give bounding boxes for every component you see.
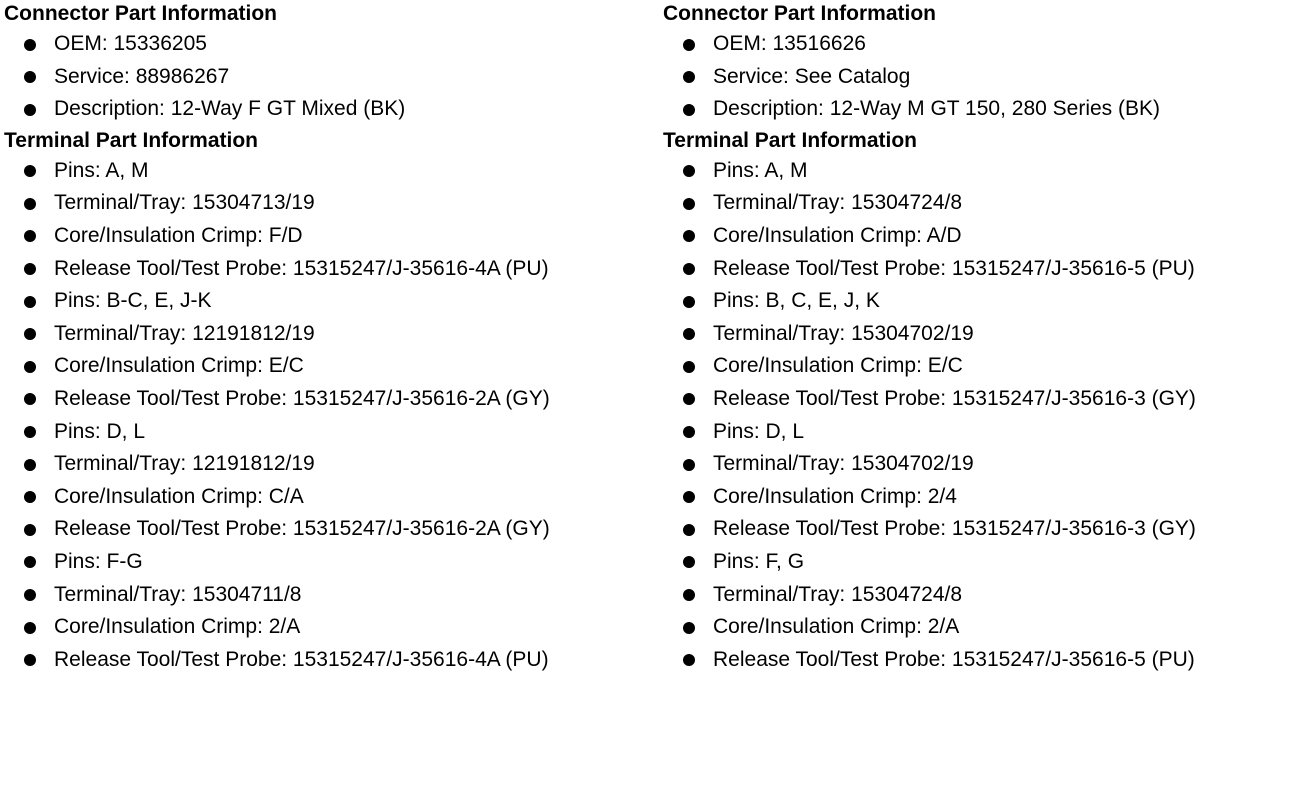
bullet-icon xyxy=(683,556,695,568)
list-item: Pins: A, M xyxy=(663,155,1308,188)
terminal-part-heading: Terminal Part Information xyxy=(663,128,917,152)
bullet-icon xyxy=(24,39,36,51)
bullet-icon xyxy=(683,71,695,83)
bullet-icon xyxy=(24,296,36,308)
list-item: OEM: 13516626 xyxy=(663,28,1308,61)
bullet-icon xyxy=(24,328,36,340)
list-item: Description: 12-Way F GT Mixed (BK) xyxy=(4,93,654,126)
list-item: Core/Insulation Crimp: C/A xyxy=(4,481,654,514)
list-item: Service: See Catalog xyxy=(663,61,1308,94)
bullet-icon xyxy=(24,263,36,275)
bullet-icon xyxy=(683,589,695,601)
connector-part-heading: Connector Part Information xyxy=(663,2,937,25)
left-column xyxy=(4,0,654,676)
bullet-icon xyxy=(24,556,36,568)
right-column xyxy=(663,0,1308,676)
list-item: Service: 88986267 xyxy=(4,61,654,94)
connector-part-heading: Connector Part Information xyxy=(4,2,278,25)
list-item: Pins: A, M xyxy=(4,155,654,188)
bullet-icon xyxy=(683,296,695,308)
list-item: Release Tool/Test Probe: 15315247/J-35616-2A (GY) xyxy=(4,383,654,416)
terminal-group xyxy=(663,416,1308,546)
bullet-icon xyxy=(24,165,36,177)
list-item: Release Tool/Test Probe: 15315247/J-35616-3 (GY) xyxy=(663,383,1308,416)
connector-part-list xyxy=(4,28,654,126)
list-item: Terminal/Tray: 12191812/19 xyxy=(4,448,654,481)
bullet-icon xyxy=(683,263,695,275)
bullet-icon xyxy=(24,104,36,116)
list-item: Description: 12-Way M GT 150, 280 Series (BK) xyxy=(663,93,1308,126)
bullet-icon xyxy=(683,393,695,405)
list-item: OEM: 15336205 xyxy=(4,28,654,61)
terminal-group xyxy=(4,546,654,676)
bullet-icon xyxy=(683,328,695,340)
bullet-icon xyxy=(24,393,36,405)
list-item: Core/Insulation Crimp: 2/A xyxy=(663,611,1308,644)
terminal-part-heading: Terminal Part Information xyxy=(4,128,258,152)
bullet-icon xyxy=(683,426,695,438)
list-item: Release Tool/Test Probe: 15315247/J-35616-3 (GY) xyxy=(663,513,1308,546)
bullet-icon xyxy=(24,426,36,438)
bullet-icon xyxy=(683,459,695,471)
bullet-icon xyxy=(683,230,695,242)
list-item: Terminal/Tray: 15304702/19 xyxy=(663,448,1308,481)
list-item: Pins: D, L xyxy=(663,416,1308,449)
terminal-group xyxy=(663,155,1308,285)
bullet-icon xyxy=(24,198,36,210)
list-item: Terminal/Tray: 15304713/19 xyxy=(4,187,654,220)
list-item: Terminal/Tray: 12191812/19 xyxy=(4,318,654,351)
bullet-icon xyxy=(683,654,695,666)
list-item: Release Tool/Test Probe: 15315247/J-35616-2A (GY) xyxy=(4,513,654,546)
terminal-group xyxy=(4,416,654,546)
list-item: Pins: B, C, E, J, K xyxy=(663,285,1308,318)
list-item: Core/Insulation Crimp: 2/A xyxy=(4,611,654,644)
bullet-icon xyxy=(683,39,695,51)
list-item: Core/Insulation Crimp: E/C xyxy=(663,350,1308,383)
terminal-group xyxy=(4,285,654,415)
bullet-icon xyxy=(24,589,36,601)
terminal-group xyxy=(4,155,654,285)
terminal-group xyxy=(663,285,1308,415)
bullet-icon xyxy=(683,361,695,373)
list-item: Terminal/Tray: 15304702/19 xyxy=(663,318,1308,351)
bullet-icon xyxy=(683,165,695,177)
list-item: Pins: F, G xyxy=(663,546,1308,579)
list-item: Core/Insulation Crimp: A/D xyxy=(663,220,1308,253)
bullet-icon xyxy=(683,524,695,536)
bullet-icon xyxy=(24,71,36,83)
list-item: Core/Insulation Crimp: 2/4 xyxy=(663,481,1308,514)
list-item: Core/Insulation Crimp: E/C xyxy=(4,350,654,383)
bullet-icon xyxy=(683,198,695,210)
connector-part-list xyxy=(663,28,1308,126)
bullet-icon xyxy=(24,459,36,471)
list-item: Pins: D, L xyxy=(4,416,654,449)
bullet-icon xyxy=(24,491,36,503)
list-item: Pins: F-G xyxy=(4,546,654,579)
bullet-icon xyxy=(683,104,695,116)
list-item: Terminal/Tray: 15304724/8 xyxy=(663,579,1308,612)
list-item: Release Tool/Test Probe: 15315247/J-35616-4A (PU) xyxy=(4,253,654,286)
bullet-icon xyxy=(683,622,695,634)
bullet-icon xyxy=(24,524,36,536)
bullet-icon xyxy=(24,230,36,242)
list-item: Terminal/Tray: 15304724/8 xyxy=(663,187,1308,220)
list-item: Pins: B-C, E, J-K xyxy=(4,285,654,318)
list-item: Release Tool/Test Probe: 15315247/J-35616-4A (PU) xyxy=(4,644,654,677)
bullet-icon xyxy=(24,622,36,634)
list-item: Release Tool/Test Probe: 15315247/J-35616-5 (PU) xyxy=(663,644,1308,677)
list-item: Terminal/Tray: 15304711/8 xyxy=(4,579,654,612)
bullet-icon xyxy=(24,654,36,666)
list-item: Core/Insulation Crimp: F/D xyxy=(4,220,654,253)
bullet-icon xyxy=(683,491,695,503)
list-item: Release Tool/Test Probe: 15315247/J-35616-5 (PU) xyxy=(663,253,1308,286)
bullet-icon xyxy=(24,361,36,373)
terminal-group xyxy=(663,546,1308,676)
